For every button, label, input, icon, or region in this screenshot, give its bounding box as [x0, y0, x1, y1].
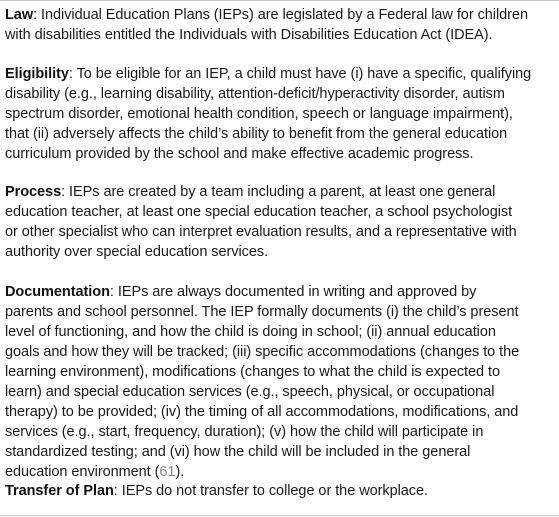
row-documentation	[5, 282, 554, 482]
row-line	[5, 104, 554, 124]
row-law	[5, 5, 554, 45]
row-line	[5, 362, 554, 382]
row-text: authority over special education services.	[5, 244, 269, 260]
row-heading-transfer-of-plan: Transfer of Plan	[5, 483, 114, 499]
row-line	[5, 422, 554, 442]
row-process	[5, 182, 554, 262]
row-text: or other specialist who can interpret evaluation results, and a representative with	[5, 224, 517, 240]
row-text: standardized testing; and (vi) how the child will be included in the general	[5, 444, 471, 460]
row-line	[5, 442, 554, 462]
row-line	[5, 282, 554, 302]
row-text: disability (e.g., learning disability, attention-deficit/hyperactivity disorder, autism	[5, 86, 505, 102]
row-text: goals and how they will be tracked; (iii) specific accommodations (changes to the	[5, 344, 520, 360]
row-text: : IEPs are always documented in writing and approved by	[109, 284, 477, 300]
row-eligibility	[5, 64, 554, 164]
row-transfer-of-plan	[5, 481, 554, 501]
row-line	[5, 462, 554, 482]
row-line	[5, 222, 554, 242]
row-heading-eligibility: Eligibility	[5, 66, 69, 82]
row-text: therapy) to be provided; (iv) the timing of all accommodations, modifications, and	[5, 404, 519, 420]
row-line	[5, 25, 554, 45]
row-line	[5, 144, 554, 164]
row-text: : To be eligible for an IEP, a child must have (i) have a specific, qualifying	[68, 66, 532, 82]
row-text: : IEPs are created by a team including a parent, at least one general	[61, 184, 496, 200]
row-line	[5, 342, 554, 362]
row-text: education environment (	[5, 464, 160, 480]
row-line	[5, 382, 554, 402]
row-heading-law: Law	[5, 7, 34, 23]
row-text: spectrum disorder, emotional health condition, speech or language impairment),	[5, 106, 513, 122]
row-heading-process: Process	[5, 184, 62, 200]
row-line	[5, 84, 554, 104]
table-bottom-rule	[0, 515, 559, 516]
row-text: curriculum provided by the school and make effective academic progress.	[5, 146, 474, 162]
row-text: services (e.g., start, frequency, duration); (v) how the child will participate in	[5, 424, 484, 440]
row-text: : IEPs do not transfer to college or the workplace.	[113, 483, 428, 499]
row-text: that (ii) adversely affects the child’s ability to benefit from the general education	[5, 126, 508, 142]
row-text: ).	[175, 464, 185, 480]
row-line	[5, 242, 554, 262]
row-line	[5, 64, 554, 84]
row-text: learning environment), modifications (changes to what the child is expected to	[5, 364, 501, 380]
citation-link[interactable]: 61	[159, 464, 176, 480]
table-top-rule	[0, 0, 559, 1]
row-text: with disabilities entitled the Individuals with Disabilities Education Act (IDEA).	[5, 27, 493, 43]
row-text: parents and school personnel. The IEP formally documents (i) the child’s present	[5, 304, 519, 320]
row-line	[5, 402, 554, 422]
row-text: level of functioning, and how the child is doing in school; (ii) annual education	[5, 324, 496, 340]
row-text: learn) and special education services (e.g., speech, physical, or occupational	[5, 384, 495, 400]
row-line	[5, 481, 554, 501]
row-line	[5, 124, 554, 144]
row-line	[5, 182, 554, 202]
row-line	[5, 5, 554, 25]
row-text: : Individual Education Plans (IEPs) are legislated by a Federal law for children	[33, 7, 528, 23]
row-heading-documentation: Documentation	[5, 284, 110, 300]
row-line	[5, 302, 554, 322]
row-text: education teacher, at least one special education teacher, a school psychologist	[5, 204, 513, 220]
row-line	[5, 322, 554, 342]
row-line	[5, 202, 554, 222]
